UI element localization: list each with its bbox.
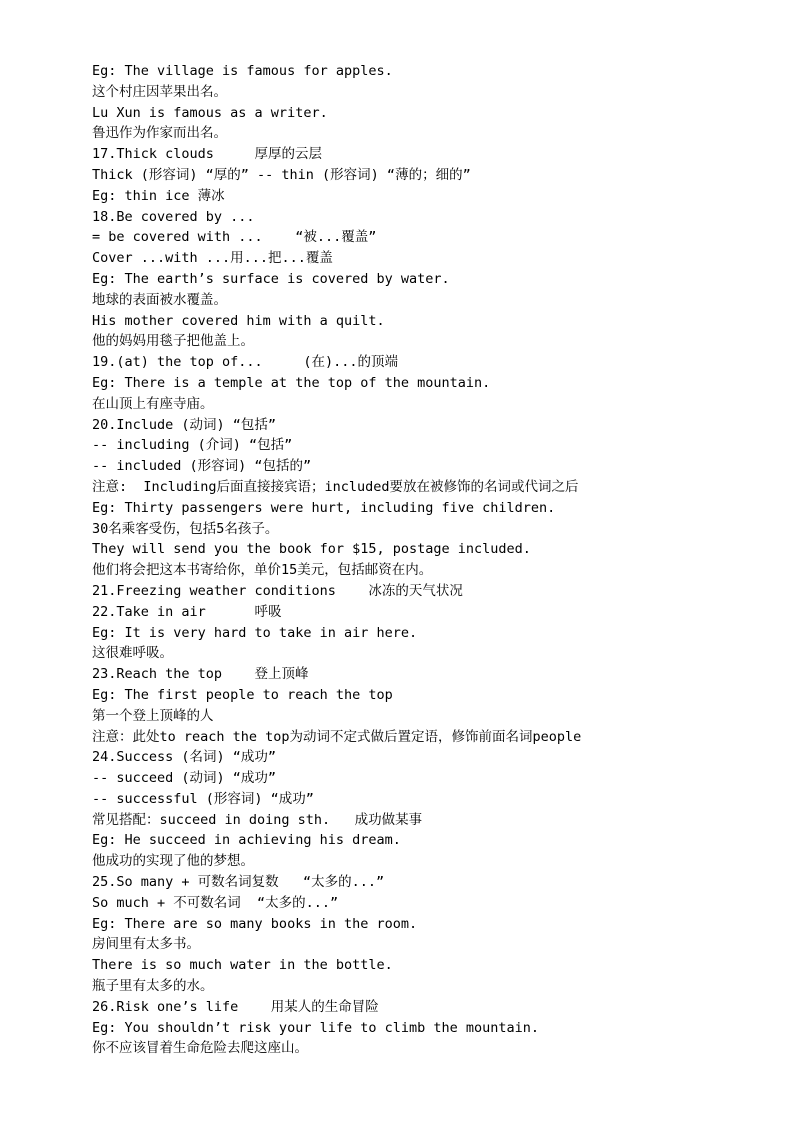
section-heading: 18.Be covered by ... [92, 208, 255, 225]
text-line: 这个村庄因苹果出名。 [92, 83, 227, 100]
text-line: Eg: Thirty passengers were hurt, including five children. [92, 499, 556, 516]
section-heading: 25.So many + 可数名词复数 “太多的...” [92, 874, 385, 891]
text-line: They will send you the book for $15, postage included. [92, 541, 531, 558]
section-heading: 17.Thick clouds 厚厚的云层 [92, 146, 323, 163]
text-line: Eg: He succeed in achieving his dream. [92, 832, 401, 849]
text-line: 在山顶上有座寺庙。 [92, 395, 214, 412]
section-heading: 23.Reach the top 登上顶峰 [92, 666, 309, 683]
text-line: Eg: You shouldn’t risk your life to climb the mountain. [92, 1019, 540, 1036]
text-line: 常见搭配：succeed in doing sth. 成功做某事 [92, 811, 423, 828]
text-line: Cover ...with ...用...把...覆盖 [92, 250, 333, 267]
text-line: Eg: The first people to reach the top [92, 686, 393, 703]
text-line: Eg: There is a temple at the top of the mountain. [92, 374, 491, 391]
text-line: 他的妈妈用毯子把他盖上。 [92, 333, 254, 350]
text-line: Lu Xun is famous as a writer. [92, 104, 328, 121]
text-line: 他成功的实现了他的梦想。 [92, 853, 254, 870]
text-line: -- successful (形容词) “成功” [92, 790, 314, 807]
text-line: 房间里有太多书。 [92, 936, 200, 953]
text-line: His mother covered him with a quilt. [92, 312, 385, 329]
document-body [92, 61, 772, 1059]
text-line: 第一个登上顶峰的人 [92, 707, 214, 724]
text-line: 注意：此处to reach the top为动词不定式做后置定语，修饰前面名词people [92, 728, 582, 745]
text-line: Thick (形容词) “厚的” -- thin (形容词) “薄的；细的” [92, 166, 471, 183]
section-heading: 24.Success (名词) “成功” [92, 749, 277, 766]
text-line: = be covered with ... “被...覆盖” [92, 229, 377, 246]
section-heading: 26.Risk one’s life 用某人的生命冒险 [92, 998, 379, 1015]
text-line: 瓶子里有太多的水。 [92, 978, 214, 995]
section-heading: 19.(at) the top of... (在)...的顶端 [92, 354, 398, 371]
text-line: Eg: There are so many books in the room. [92, 915, 418, 932]
text-line: There is so much water in the bottle. [92, 957, 393, 974]
section-heading: 21.Freezing weather conditions 冰冻的天气状况 [92, 582, 463, 599]
text-line: 注意: Including后面直接接宾语；included要放在被修饰的名词或代词之后 [92, 478, 579, 495]
text-line: -- included (形容词) “包括的” [92, 458, 312, 475]
text-line: Eg: The village is famous for apples. [92, 63, 393, 79]
text-line: Eg: It is very hard to take in air here. [92, 624, 418, 641]
section-heading: 22.Take in air 呼吸 [92, 603, 282, 620]
text-line: Eg: thin ice 薄冰 [92, 187, 225, 204]
text-line: Eg: The earth’s surface is covered by water. [92, 270, 450, 287]
text-line: So much + 不可数名词 “太多的...” [92, 894, 339, 911]
text-line: 鲁迅作为作家而出名。 [92, 125, 227, 142]
text-line: 地球的表面被水覆盖。 [92, 291, 227, 308]
text-line: -- including (介词) “包括” [92, 437, 293, 454]
text-line: 这很难呼吸。 [92, 645, 173, 662]
text-line: 30名乘客受伤，包括5名孩子。 [92, 520, 279, 537]
text-line: 你不应该冒着生命危险去爬这座山。 [92, 1040, 308, 1057]
section-heading: 20.Include (动词) “包括” [92, 416, 277, 433]
text-line: 他们将会把这本书寄给你，单价15美元，包括邮资在内。 [92, 562, 433, 579]
text-line: -- succeed (动词) “成功” [92, 770, 277, 787]
